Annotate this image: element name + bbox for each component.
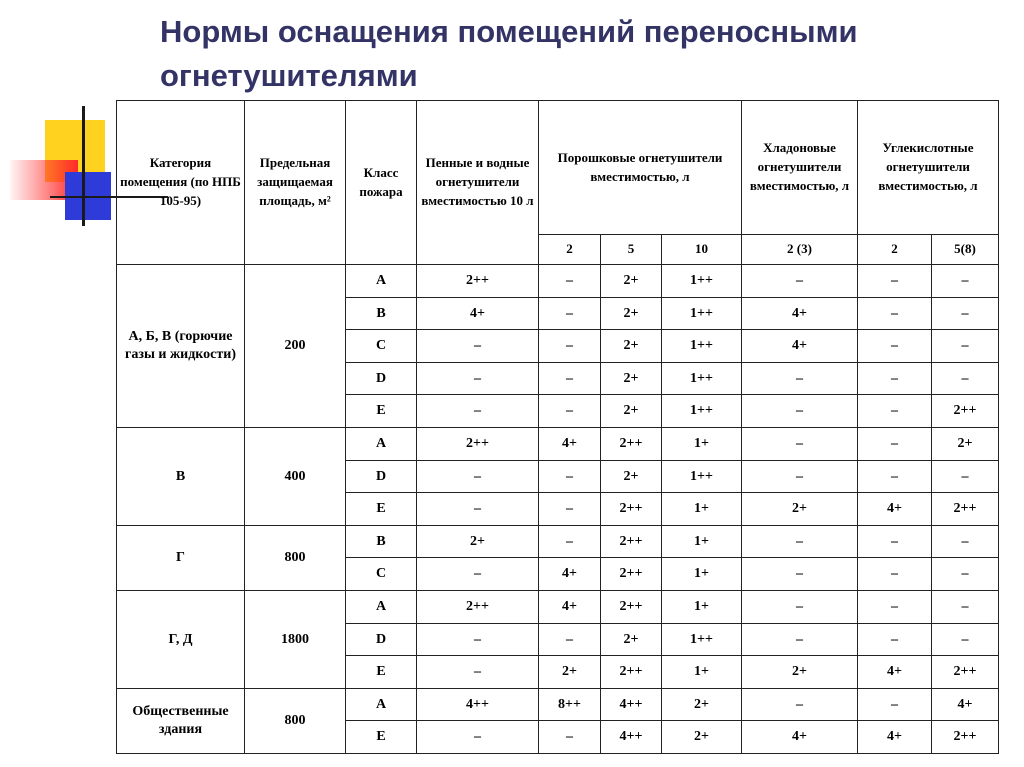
value-cell: 1++ xyxy=(662,395,742,428)
value-cell: 2++ xyxy=(601,493,662,526)
subheader-powder-2: 2 xyxy=(539,235,601,265)
value-cell: – xyxy=(417,623,539,656)
value-cell: 4+ xyxy=(539,427,601,460)
fire-class-cell: Е xyxy=(346,721,417,754)
value-cell: 2+ xyxy=(601,330,662,363)
value-cell: – xyxy=(539,265,601,298)
value-cell: 4+ xyxy=(858,656,932,689)
value-cell: 4+ xyxy=(539,590,601,623)
value-cell: – xyxy=(932,525,999,558)
area-cell: 800 xyxy=(245,688,346,753)
header-area: Предельная защищаемая площадь, м² xyxy=(245,101,346,265)
fire-class-cell: А xyxy=(346,265,417,298)
value-cell: – xyxy=(858,558,932,591)
fire-class-cell: А xyxy=(346,427,417,460)
value-cell: – xyxy=(858,427,932,460)
value-cell: – xyxy=(539,362,601,395)
value-cell: – xyxy=(932,362,999,395)
value-cell: 4+ xyxy=(417,297,539,330)
value-cell: 2++ xyxy=(932,721,999,754)
value-cell: – xyxy=(742,395,858,428)
table-row xyxy=(117,427,999,460)
fire-class-cell: D xyxy=(346,460,417,493)
value-cell: – xyxy=(858,330,932,363)
value-cell: 4++ xyxy=(417,688,539,721)
value-cell: – xyxy=(742,558,858,591)
header-powder: Порошковые огнетушители вместимостью, л xyxy=(539,101,742,235)
subheader-powder-10: 10 xyxy=(662,235,742,265)
value-cell: 2+ xyxy=(601,362,662,395)
area-cell: 800 xyxy=(245,525,346,590)
fire-class-cell: А xyxy=(346,590,417,623)
fire-class-cell: С xyxy=(346,558,417,591)
value-cell: – xyxy=(417,362,539,395)
value-cell: – xyxy=(858,688,932,721)
area-cell: 1800 xyxy=(245,590,346,688)
decor-vertical-line xyxy=(82,106,85,226)
fire-class-cell: А xyxy=(346,688,417,721)
value-cell: – xyxy=(417,558,539,591)
table-row xyxy=(117,590,999,623)
value-cell: – xyxy=(539,525,601,558)
fire-class-cell: С xyxy=(346,330,417,363)
fire-class-cell: Е xyxy=(346,395,417,428)
value-cell: 2++ xyxy=(932,493,999,526)
page-title: Нормы оснащения помещений переносными огнетушителями xyxy=(160,14,858,93)
value-cell: – xyxy=(742,688,858,721)
table-row xyxy=(117,525,999,558)
value-cell: 1+ xyxy=(662,558,742,591)
value-cell: – xyxy=(858,525,932,558)
subheader-co2-5-8: 5(8) xyxy=(932,235,999,265)
value-cell: 2+ xyxy=(539,656,601,689)
fire-class-cell: Е xyxy=(346,656,417,689)
value-cell: 1++ xyxy=(662,460,742,493)
value-cell: – xyxy=(742,460,858,493)
value-cell: – xyxy=(417,721,539,754)
subheader-co2-2: 2 xyxy=(858,235,932,265)
value-cell: 1++ xyxy=(662,623,742,656)
value-cell: – xyxy=(539,297,601,330)
value-cell: 1+ xyxy=(662,493,742,526)
value-cell: 1+ xyxy=(662,525,742,558)
value-cell: 1+ xyxy=(662,590,742,623)
value-cell: – xyxy=(539,330,601,363)
value-cell: – xyxy=(417,656,539,689)
value-cell: – xyxy=(539,493,601,526)
value-cell: 2++ xyxy=(601,525,662,558)
area-cell: 400 xyxy=(245,427,346,525)
fire-class-cell: D xyxy=(346,623,417,656)
value-cell: 2+ xyxy=(601,623,662,656)
value-cell: – xyxy=(742,427,858,460)
value-cell: – xyxy=(932,330,999,363)
value-cell: 4++ xyxy=(601,688,662,721)
value-cell: – xyxy=(858,460,932,493)
value-cell: 4+ xyxy=(742,297,858,330)
value-cell: – xyxy=(417,395,539,428)
subheader-powder-5: 5 xyxy=(601,235,662,265)
value-cell: 2+ xyxy=(662,688,742,721)
value-cell: 1+ xyxy=(662,656,742,689)
value-cell: – xyxy=(539,395,601,428)
value-cell: – xyxy=(417,493,539,526)
value-cell: 2+ xyxy=(601,460,662,493)
value-cell: 2+ xyxy=(662,721,742,754)
value-cell: 4++ xyxy=(601,721,662,754)
value-cell: 4+ xyxy=(539,558,601,591)
value-cell: – xyxy=(539,721,601,754)
value-cell: – xyxy=(742,623,858,656)
value-cell: 4+ xyxy=(742,721,858,754)
fire-class-cell: D xyxy=(346,362,417,395)
value-cell: – xyxy=(858,395,932,428)
value-cell: 4+ xyxy=(858,493,932,526)
header-freon: Хладоновые огнетушители вместимостью, л xyxy=(742,101,858,235)
value-cell: – xyxy=(742,362,858,395)
value-cell: 2++ xyxy=(417,427,539,460)
value-cell: – xyxy=(932,297,999,330)
value-cell: 2+ xyxy=(601,265,662,298)
value-cell: 2++ xyxy=(601,558,662,591)
value-cell: 2++ xyxy=(601,427,662,460)
fire-class-cell: Е xyxy=(346,493,417,526)
value-cell: – xyxy=(858,590,932,623)
header-fire-class: Класс пожара xyxy=(346,101,417,265)
value-cell: – xyxy=(932,558,999,591)
value-cell: – xyxy=(932,460,999,493)
value-cell: 2++ xyxy=(601,656,662,689)
value-cell: 2++ xyxy=(932,656,999,689)
value-cell: – xyxy=(932,265,999,298)
category-cell: Г, Д xyxy=(117,590,245,688)
table-row xyxy=(117,688,999,721)
value-cell: – xyxy=(742,525,858,558)
value-cell: 2+ xyxy=(601,395,662,428)
header-category: Категория помещения (по НПБ 105-95) xyxy=(117,101,245,265)
value-cell: 2+ xyxy=(742,493,858,526)
table-body xyxy=(117,265,999,754)
value-cell: 2++ xyxy=(932,395,999,428)
value-cell: 4+ xyxy=(742,330,858,363)
value-cell: – xyxy=(858,623,932,656)
table-row xyxy=(117,265,999,298)
value-cell: 2+ xyxy=(932,427,999,460)
value-cell: 1++ xyxy=(662,265,742,298)
value-cell: – xyxy=(417,330,539,363)
value-cell: – xyxy=(932,590,999,623)
extinguisher-norms-table xyxy=(116,100,999,754)
value-cell: 4+ xyxy=(858,721,932,754)
value-cell: – xyxy=(539,460,601,493)
category-cell: В xyxy=(117,427,245,525)
subheader-freon-2-3: 2 (3) xyxy=(742,235,858,265)
value-cell: 1++ xyxy=(662,362,742,395)
value-cell: 2++ xyxy=(417,265,539,298)
value-cell: – xyxy=(858,362,932,395)
value-cell: 2++ xyxy=(601,590,662,623)
value-cell: 4+ xyxy=(932,688,999,721)
value-cell: – xyxy=(858,297,932,330)
fire-class-cell: В xyxy=(346,297,417,330)
value-cell: 2+ xyxy=(601,297,662,330)
value-cell: 2+ xyxy=(742,656,858,689)
category-cell: А, Б, В (горючие газы и жидкости) xyxy=(117,265,245,428)
value-cell: – xyxy=(932,623,999,656)
value-cell: 1++ xyxy=(662,297,742,330)
value-cell: – xyxy=(742,590,858,623)
value-cell: – xyxy=(742,265,858,298)
header-foam-water: Пенные и водные огнетушители вместимостью 10 л xyxy=(417,101,539,265)
value-cell: 1+ xyxy=(662,427,742,460)
value-cell: – xyxy=(858,265,932,298)
area-cell: 200 xyxy=(245,265,346,428)
value-cell: 8++ xyxy=(539,688,601,721)
category-cell: Общественные здания xyxy=(117,688,245,753)
value-cell: 2++ xyxy=(417,590,539,623)
fire-class-cell: В xyxy=(346,525,417,558)
value-cell: – xyxy=(539,623,601,656)
header-co2: Углекислотные огнетушители вместимостью, л xyxy=(858,101,999,235)
value-cell: – xyxy=(417,460,539,493)
value-cell: 1++ xyxy=(662,330,742,363)
value-cell: 2+ xyxy=(417,525,539,558)
category-cell: Г xyxy=(117,525,245,590)
